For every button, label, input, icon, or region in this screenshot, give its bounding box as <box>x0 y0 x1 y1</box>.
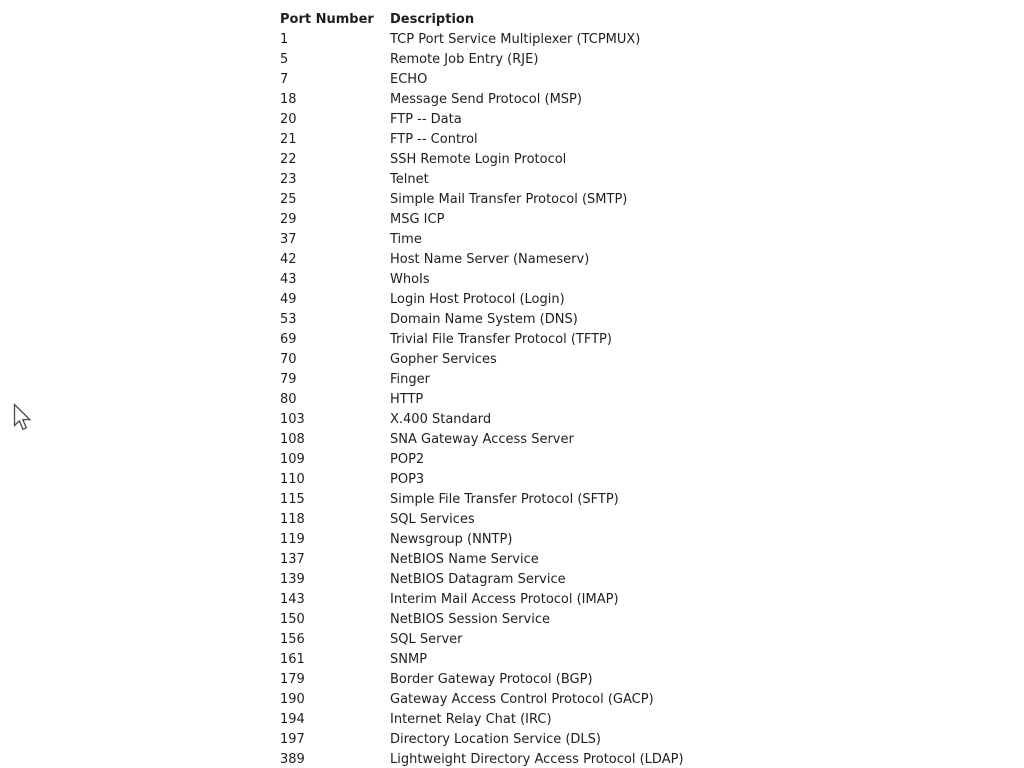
table-row <box>280 410 684 430</box>
port-number-cell: 25 <box>280 192 297 207</box>
table-row <box>280 210 684 230</box>
port-number-cell: 18 <box>280 92 297 107</box>
port-number-cell: 161 <box>280 652 305 667</box>
table-row <box>280 150 684 170</box>
port-number-cell: 110 <box>280 472 305 487</box>
description-cell: NetBIOS Session Service <box>390 612 550 627</box>
port-number-cell: 20 <box>280 112 297 127</box>
port-number-cell: 156 <box>280 632 305 647</box>
table-body <box>280 30 684 768</box>
table-row <box>280 190 684 210</box>
table-row <box>280 130 684 150</box>
table-row <box>280 490 684 510</box>
port-number-cell: 22 <box>280 152 297 167</box>
table-row <box>280 50 684 70</box>
table-row <box>280 730 684 750</box>
port-number-cell: 150 <box>280 612 305 627</box>
port-number-cell: 49 <box>280 292 297 307</box>
port-number-cell: 70 <box>280 352 297 367</box>
port-number-cell: 143 <box>280 592 305 607</box>
description-cell: Newsgroup (NNTP) <box>390 532 513 547</box>
port-number-cell: 7 <box>280 72 289 87</box>
table-row <box>280 750 684 768</box>
description-cell: POP2 <box>390 452 425 467</box>
table-row <box>280 710 684 730</box>
table-row <box>280 590 684 610</box>
table-row <box>280 70 684 90</box>
description-cell: SSH Remote Login Protocol <box>390 152 567 167</box>
port-number-cell: 43 <box>280 272 297 287</box>
description-cell: SQL Server <box>390 632 463 647</box>
description-cell: Directory Location Service (DLS) <box>390 732 601 747</box>
port-number-cell: 37 <box>280 232 297 247</box>
port-number-cell: 80 <box>280 392 297 407</box>
port-number-cell: 109 <box>280 452 305 467</box>
description-cell: SQL Services <box>390 512 475 527</box>
description-cell: WhoIs <box>390 272 430 287</box>
port-number-cell: 179 <box>280 672 305 687</box>
description-cell: FTP -- Data <box>390 112 462 127</box>
description-cell: SNA Gateway Access Server <box>390 432 574 447</box>
port-reference-table <box>280 10 684 768</box>
description-cell: Remote Job Entry (RJE) <box>390 52 539 67</box>
port-number-cell: 190 <box>280 692 305 707</box>
port-number-column-header: Port Number <box>280 12 374 27</box>
description-cell: Host Name Server (Nameserv) <box>390 252 590 267</box>
table-row <box>280 430 684 450</box>
table-row <box>280 250 684 270</box>
description-cell: Interim Mail Access Protocol (IMAP) <box>390 592 619 607</box>
table-row <box>280 370 684 390</box>
table-row <box>280 670 684 690</box>
table-row <box>280 650 684 670</box>
description-cell: FTP -- Control <box>390 132 478 147</box>
table-row <box>280 530 684 550</box>
port-number-cell: 21 <box>280 132 297 147</box>
description-cell: ECHO <box>390 72 428 87</box>
port-number-cell: 53 <box>280 312 297 327</box>
port-number-cell: 139 <box>280 572 305 587</box>
port-number-cell: 194 <box>280 712 305 727</box>
description-cell: Lightweight Directory Access Protocol (LDAP) <box>390 752 684 767</box>
description-cell: MSG ICP <box>390 212 445 227</box>
table-row <box>280 170 684 190</box>
description-cell: Border Gateway Protocol (BGP) <box>390 672 593 687</box>
table-row <box>280 290 684 310</box>
table-row <box>280 310 684 330</box>
description-cell: Domain Name System (DNS) <box>390 312 578 327</box>
description-cell: POP3 <box>390 472 425 487</box>
description-cell: Time <box>390 232 422 247</box>
table-row <box>280 110 684 130</box>
description-cell: Gopher Services <box>390 352 497 367</box>
table-row <box>280 330 684 350</box>
table-row <box>280 630 684 650</box>
description-cell: HTTP <box>390 392 424 407</box>
description-column-header: Description <box>390 12 475 27</box>
port-number-cell: 29 <box>280 212 297 227</box>
port-number-cell: 108 <box>280 432 305 447</box>
description-cell: Simple Mail Transfer Protocol (SMTP) <box>390 192 628 207</box>
port-number-cell: 79 <box>280 372 297 387</box>
table-row <box>280 570 684 590</box>
description-cell: NetBIOS Name Service <box>390 552 539 567</box>
table-row <box>280 610 684 630</box>
port-number-cell: 42 <box>280 252 297 267</box>
table-row <box>280 30 684 50</box>
port-number-cell: 137 <box>280 552 305 567</box>
description-cell: TCP Port Service Multiplexer (TCPMUX) <box>390 32 641 47</box>
description-cell: NetBIOS Datagram Service <box>390 572 566 587</box>
table-row <box>280 690 684 710</box>
table-row <box>280 510 684 530</box>
table-header-row <box>280 10 684 30</box>
description-cell: SNMP <box>390 652 428 667</box>
table-row <box>280 550 684 570</box>
port-number-cell: 103 <box>280 412 305 427</box>
description-cell: Gateway Access Control Protocol (GACP) <box>390 692 654 707</box>
port-number-cell: 5 <box>280 52 289 67</box>
description-cell: Finger <box>390 372 430 387</box>
table-row <box>280 230 684 250</box>
table-row <box>280 470 684 490</box>
port-number-cell: 119 <box>280 532 305 547</box>
description-cell: Internet Relay Chat (IRC) <box>390 712 552 727</box>
table-row <box>280 390 684 410</box>
port-number-cell: 389 <box>280 752 305 767</box>
table-row <box>280 450 684 470</box>
table-row <box>280 270 684 290</box>
description-cell: Trivial File Transfer Protocol (TFTP) <box>390 332 612 347</box>
description-cell: Message Send Protocol (MSP) <box>390 92 582 107</box>
port-number-cell: 1 <box>280 32 289 47</box>
table-row <box>280 350 684 370</box>
description-cell: Telnet <box>390 172 429 187</box>
port-number-cell: 118 <box>280 512 305 527</box>
port-number-cell: 197 <box>280 732 305 747</box>
table-row <box>280 90 684 110</box>
port-number-cell: 115 <box>280 492 305 507</box>
port-number-cell: 23 <box>280 172 297 187</box>
mouse-arrow-cursor-icon <box>13 403 35 435</box>
description-cell: Simple File Transfer Protocol (SFTP) <box>390 492 619 507</box>
port-number-cell: 69 <box>280 332 297 347</box>
description-cell: X.400 Standard <box>390 412 492 427</box>
description-cell: Login Host Protocol (Login) <box>390 292 565 307</box>
